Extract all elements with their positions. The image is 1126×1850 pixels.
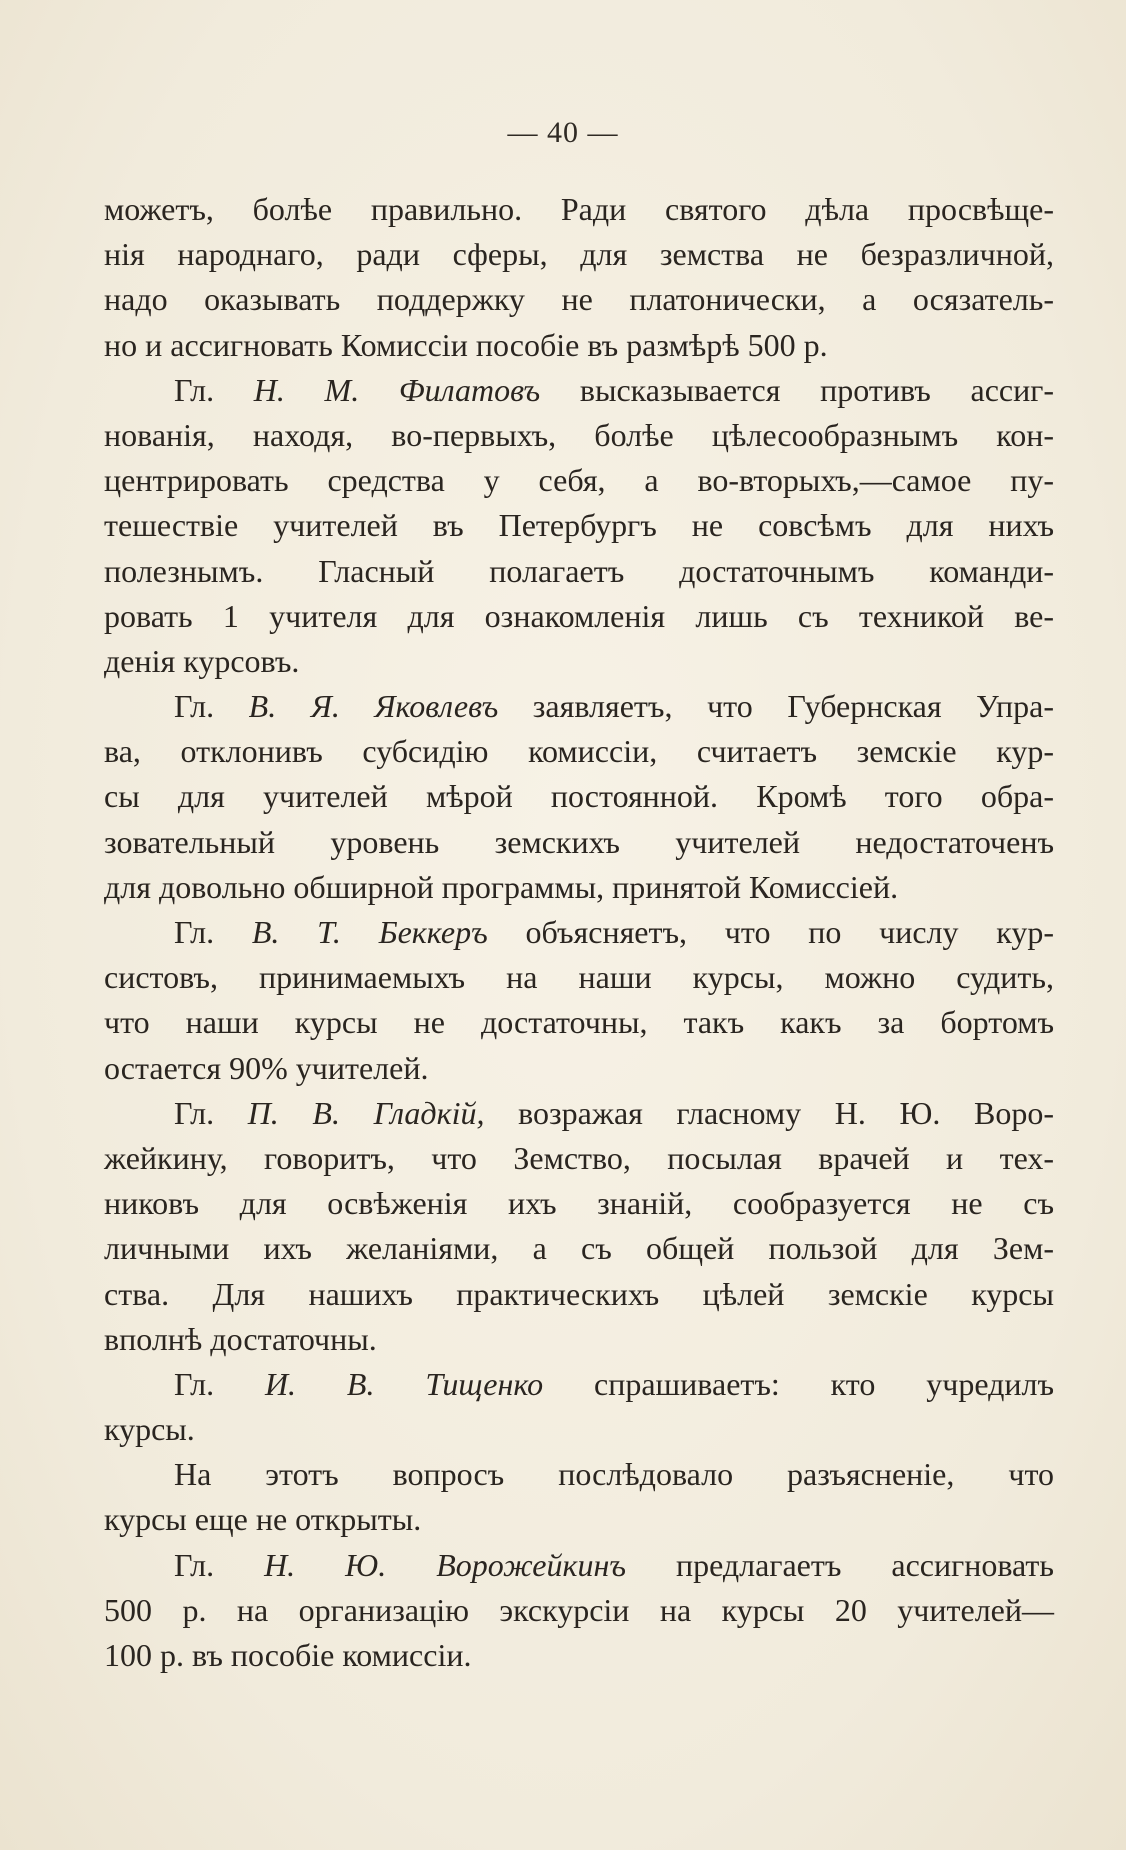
text-line <box>104 232 1054 277</box>
text-line <box>104 1000 1054 1045</box>
text-line <box>104 1091 1054 1136</box>
line-text: заявляетъ, что Губернская Упра- <box>498 688 1054 725</box>
line-text: вполнѣ достаточны. <box>104 1320 377 1357</box>
text-line <box>104 1272 1054 1317</box>
text-line <box>104 1497 1054 1542</box>
line-text: Гл. <box>174 1546 265 1583</box>
line-text: никовъ для освѣженія ихъ знаній, сообразуется не съ <box>104 1185 1054 1222</box>
line-text: ства. Для нашихъ практическихъ цѣлей земскіе курсы <box>104 1275 1054 1312</box>
text-line <box>104 1452 1054 1497</box>
line-text: нія народнаго, ради сферы, для земства не безразличной, <box>104 236 1054 273</box>
line-text: что наши курсы не достаточны, такъ какъ за бортомъ <box>104 1004 1054 1041</box>
line-text: Гл. <box>174 1365 265 1402</box>
line-text: На этотъ вопросъ послѣдовало разъясненіе, что <box>174 1456 1054 1493</box>
line-text: центрировать средства у себя, а во-вторыхъ,—самое пу- <box>104 462 1054 499</box>
speaker-name: Н. М. Филатовъ <box>253 371 541 408</box>
line-text: ровать 1 учителя для ознакомленія лишь съ техникой ве- <box>104 597 1054 634</box>
line-text: объясняетъ, что по числу кур- <box>487 914 1054 950</box>
line-text: Гл. <box>174 914 252 950</box>
line-text: для довольно обширной программы, принятой Комиссіей. <box>104 868 899 905</box>
text-line <box>104 187 1054 232</box>
text-line <box>104 955 1054 1000</box>
speaker-name: Н. Ю. Ворожейкинъ <box>264 1546 626 1583</box>
text-line <box>104 1407 1054 1452</box>
text-line <box>104 368 1054 413</box>
speaker-name: П. В. Гладкій, <box>247 1094 485 1131</box>
line-text: 500 р. на организацію экскурсіи на курсы 20 учителей— <box>104 1591 1054 1628</box>
text-line <box>104 1362 1054 1407</box>
text-line <box>104 323 1054 368</box>
line-text: Гл. <box>174 1094 248 1131</box>
text-line <box>104 1136 1054 1181</box>
text-line <box>104 639 1054 684</box>
text-line <box>104 910 1054 955</box>
text-line <box>104 684 1054 729</box>
line-text: спрашиваетъ: кто учредилъ <box>543 1365 1055 1402</box>
speaker-name: В. Я. Яковлевъ <box>248 688 499 725</box>
speaker-name: В. Т. Беккеръ <box>251 914 488 950</box>
page-number: — 40 — <box>507 116 619 149</box>
text-line <box>104 1543 1054 1588</box>
line-text: тешествіе учителей въ Петербургъ не совсѣмъ для нихъ <box>104 507 1054 544</box>
speaker-name: И. В. Тищенко <box>264 1365 544 1402</box>
line-text: но и ассигновать Комиссіи пособіе въ размѣрѣ 500 р. <box>104 326 828 363</box>
line-text: Гл. <box>174 688 249 725</box>
line-text: Гл. <box>174 371 254 408</box>
line-text: полезнымъ. Гласный полагаетъ достаточнымъ команди- <box>104 552 1054 589</box>
text-line <box>104 865 1054 910</box>
line-text: предлагаетъ ассигновать <box>625 1546 1054 1583</box>
text-line <box>104 458 1054 503</box>
text-line <box>104 729 1054 774</box>
line-text: ва, отклонивъ субсидію комиссіи, считаетъ земскіе кур- <box>104 733 1054 770</box>
body-text <box>104 187 1054 1678</box>
line-text: высказывается противъ ассиг- <box>540 371 1055 408</box>
text-line <box>104 1181 1054 1226</box>
text-line <box>104 594 1054 639</box>
line-text: личными ихъ желаніями, а съ общей пользой для Зем- <box>104 1230 1054 1267</box>
text-line <box>104 549 1054 594</box>
line-text: остается 90% учителей. <box>104 1049 429 1086</box>
text-line <box>104 1226 1054 1271</box>
text-line <box>104 503 1054 548</box>
line-text: можетъ, болѣе правильно. Ради святого дѣла просвѣще- <box>104 191 1054 227</box>
line-text: денія курсовъ. <box>104 642 300 679</box>
text-line <box>104 413 1054 458</box>
text-line <box>104 1588 1054 1633</box>
line-text: 100 р. въ пособіе комиссіи. <box>104 1637 472 1673</box>
line-text: надо оказывать поддержку не платонически, а осязатель- <box>104 281 1054 318</box>
text-line <box>104 774 1054 819</box>
line-text: возражая гласному Н. Ю. Воро- <box>484 1094 1055 1131</box>
text-line <box>104 1046 1054 1091</box>
text-line <box>104 820 1054 865</box>
line-text: жейкину, говоритъ, что Земство, посылая врачей и тех- <box>104 1139 1054 1176</box>
line-text: зовательный уровень земскихъ учителей недостаточенъ <box>104 823 1054 860</box>
text-line <box>104 1317 1054 1362</box>
text-line <box>104 277 1054 322</box>
text-line <box>104 1633 1054 1678</box>
line-text: нованія, находя, во-первыхъ, болѣе цѣлесообразнымъ кон- <box>104 416 1054 453</box>
line-text: курсы еще не открыты. <box>104 1501 422 1538</box>
line-text: систовъ, принимаемыхъ на наши курсы, можно судить, <box>104 959 1054 996</box>
line-text: сы для учителей мѣрой постоянной. Кромѣ того обра- <box>104 778 1054 815</box>
line-text: курсы. <box>104 1411 195 1448</box>
